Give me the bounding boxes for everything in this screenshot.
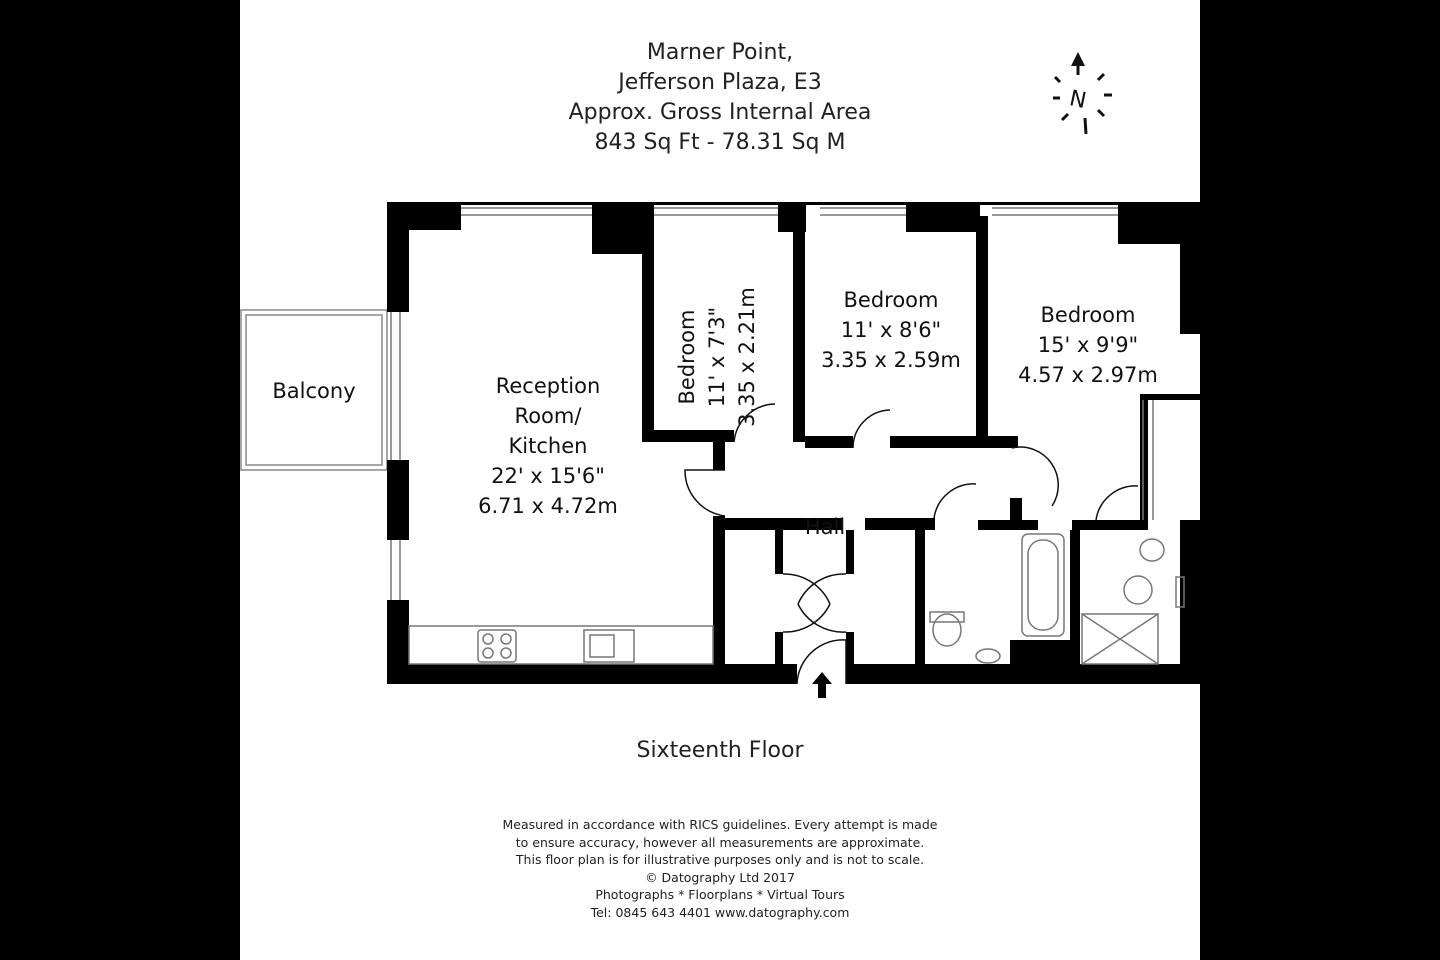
hall-label: Hall — [804, 515, 846, 539]
disclaimer-line1: Measured in accordance with RICS guidelines. Every attempt is made — [502, 817, 938, 832]
reception-name-line1: Reception — [495, 374, 601, 398]
area-caption: Approx. Gross Internal Area — [568, 100, 872, 125]
bedroom2-metric: 3.35 x 2.59m — [821, 348, 961, 372]
bedroom3-name: Bedroom — [1040, 303, 1136, 327]
reception-name-line2: Room/ — [514, 404, 582, 428]
disclaimer-line5: Photographs * Floorplans * Virtual Tours — [595, 887, 845, 902]
entrance-arrow-icon — [812, 672, 832, 698]
bedroom3-label — [1008, 300, 1168, 390]
floor-title: Sixteenth Floor — [636, 738, 804, 763]
disclaimer-line4: © Datography Ltd 2017 — [645, 869, 795, 885]
balcony-label: Balcony — [272, 379, 356, 403]
disclaimer-line2: to ensure accuracy, however all measurements are approximate. — [515, 834, 925, 850]
bedroom2-label — [811, 285, 971, 375]
reception-metric: 6.71 x 4.72m — [478, 494, 618, 518]
disclaimer-line6: Tel: 0845 643 4401 www.datography.com — [590, 904, 850, 920]
bedroom1-metric: 3.35 x 2.21m — [735, 287, 759, 427]
kitchen-fixtures — [409, 626, 713, 664]
disclaimer — [240, 816, 1200, 921]
property-name: Marner Point, — [646, 40, 794, 65]
bedroom3-metric: 4.57 x 2.97m — [1018, 363, 1158, 387]
property-address: Jefferson Plaza, E3 — [618, 70, 822, 95]
reception-imperial: 22' x 15'6" — [491, 464, 605, 488]
bedroom1-name: Bedroom — [675, 309, 699, 405]
reception-kitchen-label — [448, 371, 648, 521]
compass-letter: N — [1067, 86, 1089, 115]
disclaimer-line3: This floor plan is for illustrative purposes only and is not to scale. — [515, 852, 925, 867]
bedroom2-imperial: 11' x 8'6" — [840, 318, 942, 342]
bedroom1-imperial: 11' x 7'3" — [705, 306, 729, 408]
bedroom3-imperial: 15' x 9'9" — [1037, 333, 1139, 357]
area-value: 843 Sq Ft - 78.31 Sq M — [594, 130, 846, 155]
floorplan-canvas — [240, 0, 1200, 960]
reception-name-line3: Kitchen — [508, 434, 588, 458]
bedroom1-label — [672, 282, 762, 432]
bedroom2-name: Bedroom — [843, 288, 939, 312]
